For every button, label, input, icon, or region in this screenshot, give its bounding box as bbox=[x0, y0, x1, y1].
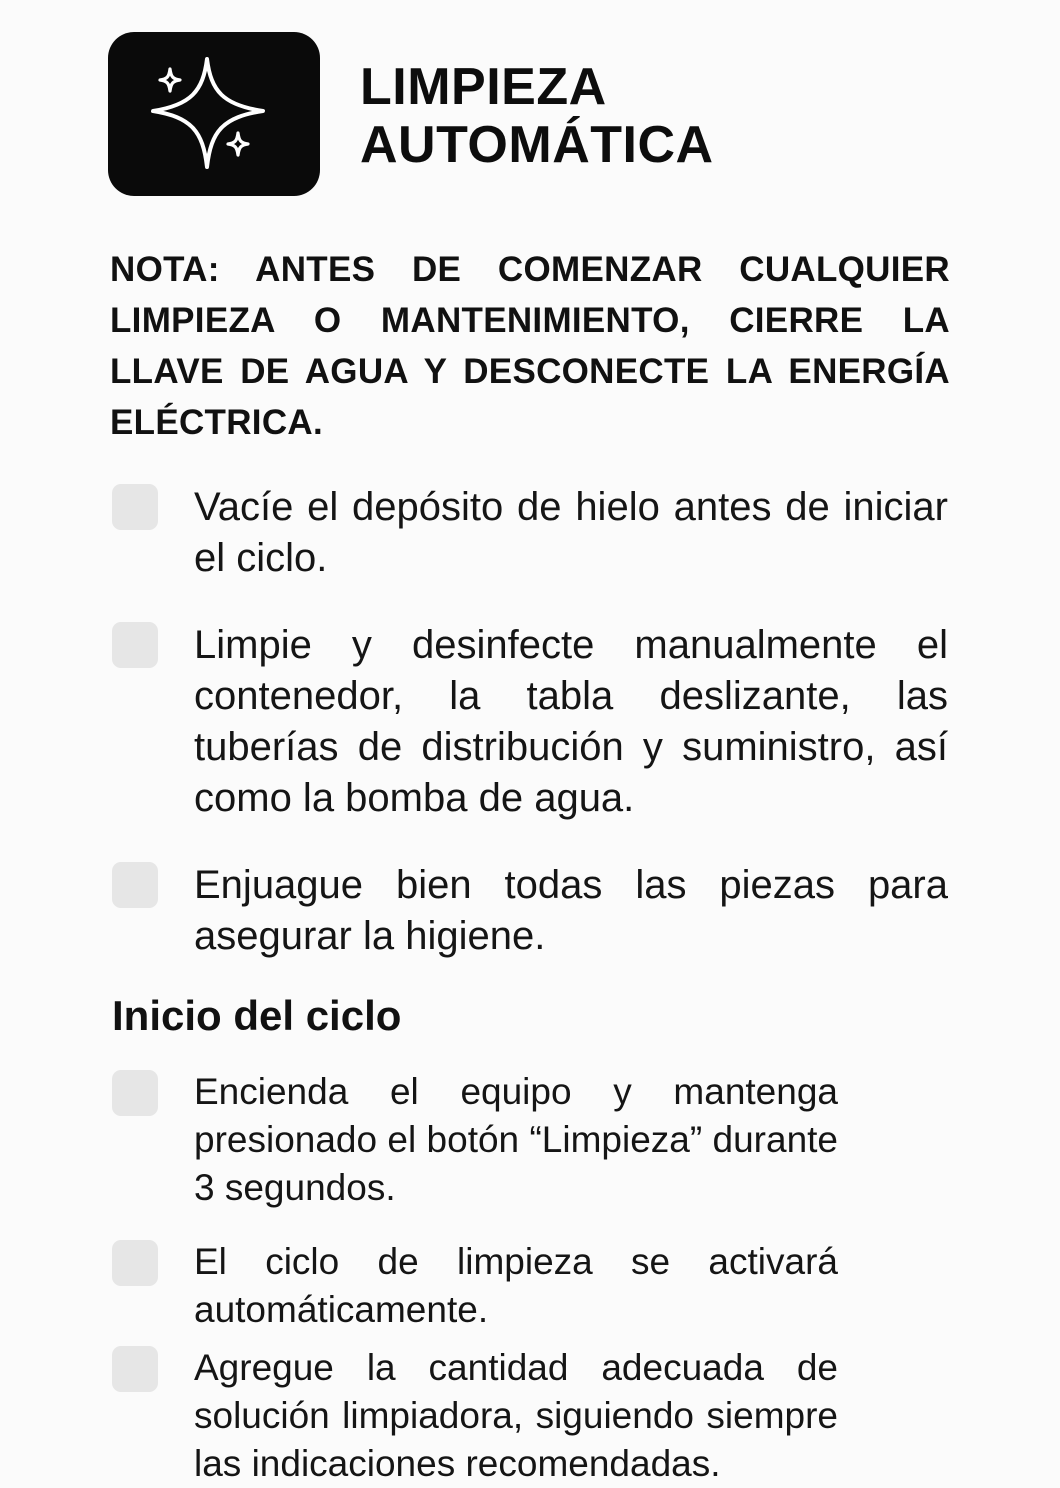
checklist-item bbox=[112, 1068, 838, 1212]
checklist-item-text: Agregue la cantidad adecuada de solución limpiadora, siguiendo siempre las indicaciones recomendadas. bbox=[194, 1347, 838, 1484]
title-line-1: LIMPIEZA bbox=[360, 58, 607, 116]
checklist-item-text: El ciclo de limpieza se activará automáticamente. bbox=[194, 1241, 838, 1330]
checkbox[interactable] bbox=[112, 1346, 158, 1392]
checklist-item-text: Limpie y desinfecte manualmente el contenedor, la tabla deslizante, las tuberías de distribución y suministro, así como la bomba de agua. bbox=[194, 623, 948, 820]
checklist-item bbox=[112, 620, 948, 824]
checklist-item-text: Enjuague bien todas las piezas para asegurar la higiene. bbox=[194, 863, 948, 958]
sparkle-icon bbox=[149, 49, 279, 179]
checkbox[interactable] bbox=[112, 1070, 158, 1116]
page-title bbox=[360, 58, 714, 174]
title-line-2: AUTOMÁTICA bbox=[360, 116, 714, 174]
checklist-item-text: Encienda el equipo y mantenga presionado el botón “Limpieza” durante 3 segundos. bbox=[194, 1071, 838, 1208]
checklist-item bbox=[112, 1344, 838, 1488]
checklist-item bbox=[112, 860, 948, 962]
sparkle-icon-tile bbox=[108, 32, 320, 196]
checklist-item-text: Vacíe el depósito de hielo antes de iniciar el ciclo. bbox=[194, 485, 948, 580]
checklist-item bbox=[112, 1238, 838, 1334]
checklist-item bbox=[112, 482, 948, 584]
header bbox=[108, 32, 714, 196]
safety-note: NOTA: ANTES DE COMENZAR CUALQUIER LIMPIEZA O MANTENIMIENTO, CIERRE LA LLAVE DE AGUA Y DESCONECTE LA ENERGÍA ELÉCTRICA. bbox=[110, 250, 950, 442]
checkbox[interactable] bbox=[112, 862, 158, 908]
section-heading: Inicio del ciclo bbox=[112, 992, 402, 1039]
checkbox[interactable] bbox=[112, 484, 158, 530]
checkbox[interactable] bbox=[112, 1240, 158, 1286]
checkbox[interactable] bbox=[112, 622, 158, 668]
